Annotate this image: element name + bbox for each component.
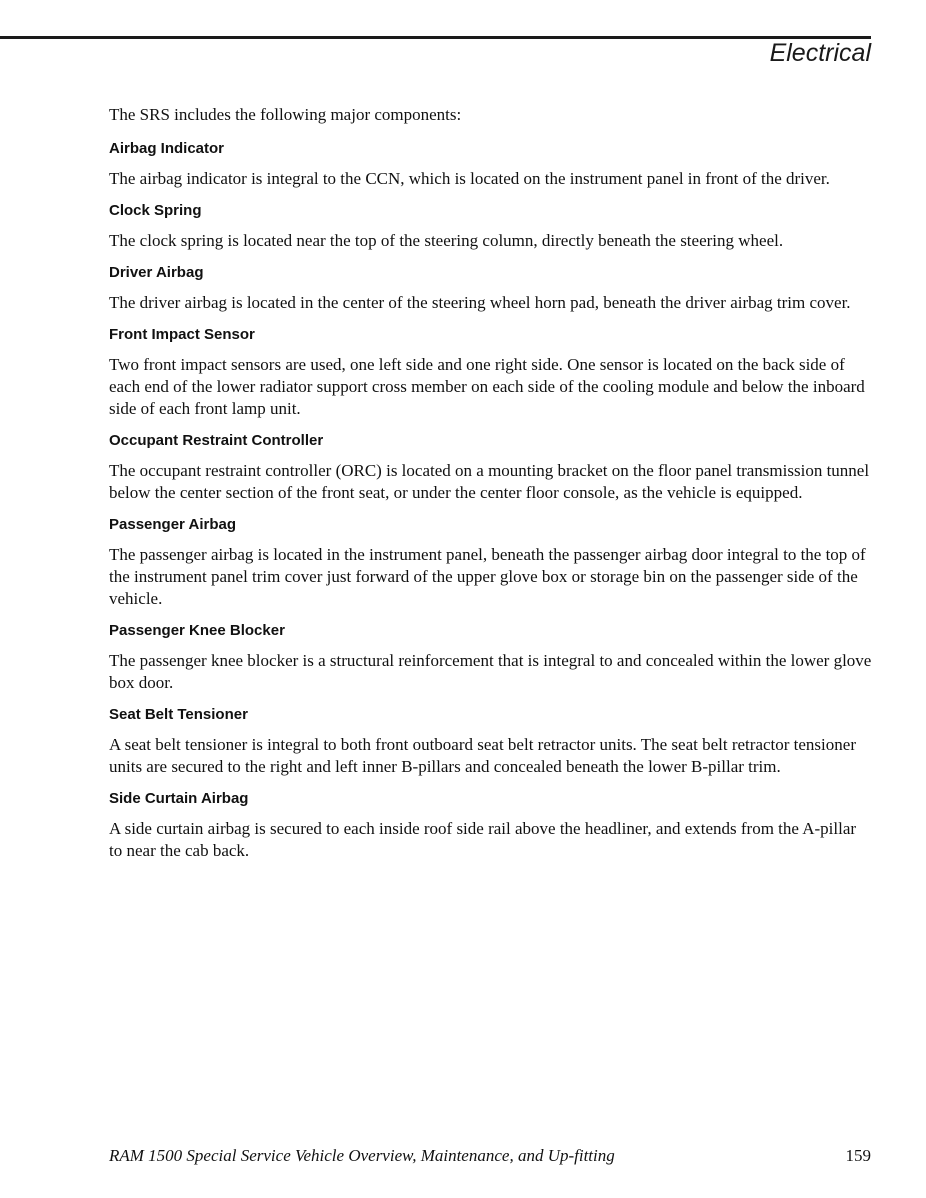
page-footer <box>109 1145 871 1167</box>
component-title: Clock Spring <box>109 202 202 219</box>
component-occupant-restraint-controller <box>109 431 873 504</box>
component-description: The passenger knee blocker is a structural reinforcement that is integral to and concealed within the lower glove box door. <box>109 651 872 692</box>
component-description: The occupant restraint controller (ORC) is located on a mounting bracket on the floor panel transmission tunnel below the center section of the front seat, or under the center floor console, as the vehicle is equipped. <box>109 461 870 502</box>
component-passenger-airbag <box>109 515 873 610</box>
component-description: The clock spring is located near the top of the steering column, directly beneath the steering wheel. <box>109 231 784 250</box>
footer-document-title: RAM 1500 Special Service Vehicle Overview, Maintenance, and Up-fitting <box>109 1146 615 1165</box>
component-passenger-knee-blocker <box>109 621 873 694</box>
page-number: 159 <box>845 1146 871 1165</box>
component-title: Side Curtain Airbag <box>109 790 249 807</box>
component-airbag-indicator <box>109 139 873 190</box>
component-clock-spring <box>109 201 873 252</box>
header-rule <box>0 36 871 39</box>
component-title: Passenger Airbag <box>109 516 236 533</box>
component-description: Two front impact sensors are used, one left side and one right side. One sensor is located on the back side of each end of the lower radiator support cross member on each side of the cooling module and below the inboard side of each front lamp unit. <box>109 355 865 418</box>
component-description: The airbag indicator is integral to the CCN, which is located on the instrument panel in front of the driver. <box>109 169 830 188</box>
component-title: Seat Belt Tensioner <box>109 706 248 723</box>
component-description: The passenger airbag is located in the instrument panel, beneath the passenger airbag door integral to the top of the instrument panel trim cover just forward of the upper glove box or storage bin on the passenger side of the vehicle. <box>109 545 866 608</box>
component-title: Passenger Knee Blocker <box>109 622 285 639</box>
component-driver-airbag <box>109 263 873 314</box>
component-description: A side curtain airbag is secured to each inside roof side rail above the headliner, and extends from the A-pillar to near the cab back. <box>109 819 857 860</box>
component-title: Driver Airbag <box>109 264 204 281</box>
component-side-curtain-airbag <box>109 789 873 862</box>
component-title: Occupant Restraint Controller <box>109 432 324 449</box>
page-content <box>109 104 873 873</box>
section-title: Electrical <box>769 39 871 67</box>
component-title: Front Impact Sensor <box>109 326 255 343</box>
component-front-impact-sensor <box>109 325 873 420</box>
intro-text: The SRS includes the following major components: <box>109 105 462 124</box>
component-title: Airbag Indicator <box>109 140 225 157</box>
component-description: The driver airbag is located in the center of the steering wheel horn pad, beneath the driver airbag trim cover. <box>109 293 851 312</box>
component-seat-belt-tensioner <box>109 705 873 778</box>
component-description: A seat belt tensioner is integral to both front outboard seat belt retractor units. The seat belt retractor tensioner units are secured to the right and left inner B-pillars and concealed beneath the lower B-pillar trim. <box>109 735 856 776</box>
